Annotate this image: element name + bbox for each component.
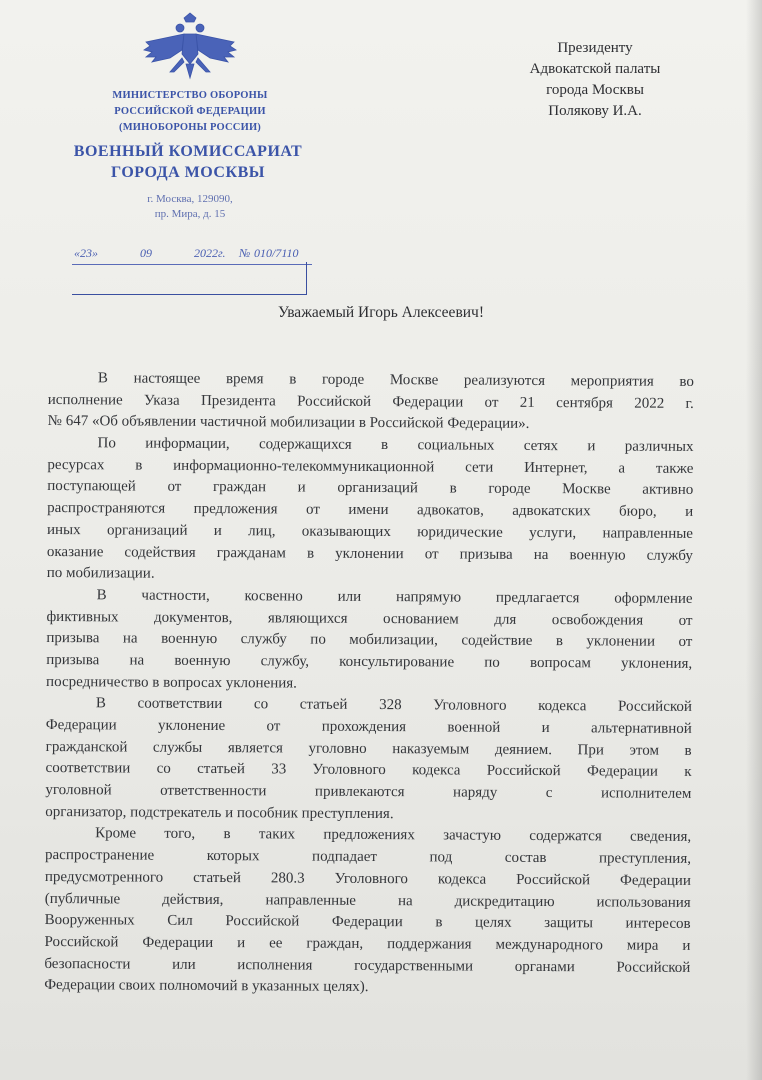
ministry-line-3: (МИНОБОРОНЫ РОССИИ): [118, 122, 262, 133]
registration-year: 2022г.: [194, 246, 226, 260]
body-line: В частности, косвенно или напрямую предлагается оформление: [96, 587, 693, 607]
registration-day: «23»: [74, 246, 98, 260]
body-line: Федерации уклонение от прохождения военной и альтернативной: [45, 716, 692, 737]
body-line: иных организаций и лиц, оказывающих юридические услуги, направленные: [46, 521, 694, 542]
salutation: Уважаемый Игорь Алексеевич!: [277, 304, 485, 321]
body-line: предусмотренного статьей 280.3 Уголовного кодекса Российской Федерации: [44, 868, 691, 889]
registration-month: 09: [140, 246, 152, 260]
body-line: Российской Федерации и ее граждан, поддержания международного мира и: [44, 933, 691, 954]
body-line: по мобилизации.: [46, 565, 155, 582]
body-line: В соответствии со статьей 328 Уголовного кодекса Российской: [95, 695, 692, 716]
body-line: гражданской службы является уголовно наказуемым деянием. При этом в: [45, 738, 692, 759]
page-edge-shadow: [746, 0, 762, 1080]
body-line: фиктивных документов, являющихся основанием для освобождения от: [46, 608, 693, 629]
body-line: поступающей от граждан и организаций в городе Москве активно: [47, 478, 694, 499]
registration-bracket-horizontal: [72, 294, 307, 295]
address-line-1: г. Москва, 129090,: [147, 193, 233, 205]
address-line-2: пр. Мира, д. 15: [154, 208, 226, 220]
addressee-line-2: Адвокатской палаты: [529, 61, 661, 77]
body-line: Кроме того, в таких предложениях зачастую содержатся сведения,: [95, 825, 692, 846]
commissariat-line-2: ГОРОДА МОСКВЫ: [111, 164, 265, 181]
body-line: призыва на военную службу, консультирование по вопросам уклонения,: [46, 651, 693, 672]
letter-body: [44, 368, 694, 1001]
body-line: безопасности или исполнения государственными органами Российской: [44, 955, 691, 976]
body-line: призыва на военную службу по мобилизации, содействие в уклонении от: [46, 630, 693, 651]
body-line: соответствии со статьей 33 Уголовного кодекса Российской Федерации к: [45, 760, 692, 781]
addressee-line-3: города Москвы: [546, 82, 644, 98]
registration-bracket-vertical: [306, 262, 307, 294]
commissariat-line-1: ВОЕННЫЙ КОМИССАРИАТ: [73, 143, 303, 160]
body-line: Федерации своих полномочий в указанных целях).: [44, 977, 369, 996]
body-line: уголовной ответственности привлекаются наряду с исполнителем: [45, 782, 692, 803]
addressee-line-1: Президенту: [557, 40, 633, 56]
ministry-line-1: МИНИСТЕРСТВО ОБОРОНЫ: [112, 90, 268, 101]
body-line: распространяются предложения от имени адвокатов, адвокатских бюро, и: [47, 500, 694, 521]
body-line: распространение которых подпадает под состав преступления,: [44, 847, 692, 868]
body-line: № 647 «Об объявлении частичной мобилизации в Российской Федерации».: [47, 413, 530, 433]
registration-number-label: №: [239, 246, 251, 260]
double-headed-eagle-icon: [140, 12, 240, 84]
ministry-line-2: РОССИЙСКОЙ ФЕДЕРАЦИИ: [114, 106, 266, 117]
body-line: ресурсах в информационно-телекоммуникационной сети Интернет, а также: [47, 456, 694, 477]
body-line: По информации, содержащихся в социальных сетях и различных: [97, 435, 694, 456]
body-line: посредничество в вопросах уклонения.: [46, 673, 297, 692]
addressee-line-4: Полякову И.А.: [548, 103, 642, 119]
registration-underline: [72, 264, 312, 265]
body-line: Вооруженных Сил Российской Федерации в целях защиты интересов: [44, 912, 691, 933]
registration-number: 010/7110: [254, 246, 299, 260]
addressee-block: [495, 38, 695, 122]
body-line: (публичные действия, направленные на дискредитацию использования: [44, 890, 691, 911]
body-line: организатор, подстрекатель и пособник преступления.: [45, 803, 394, 822]
body-line: В настоящее время в городе Москве реализуются мероприятия во: [97, 370, 694, 390]
body-line: оказание содействия гражданам в уклонении от призыва на военную службу: [46, 543, 693, 564]
body-line: исполнение Указа Президента Российской Федерации от 21 сентября 2022 г.: [47, 391, 694, 412]
